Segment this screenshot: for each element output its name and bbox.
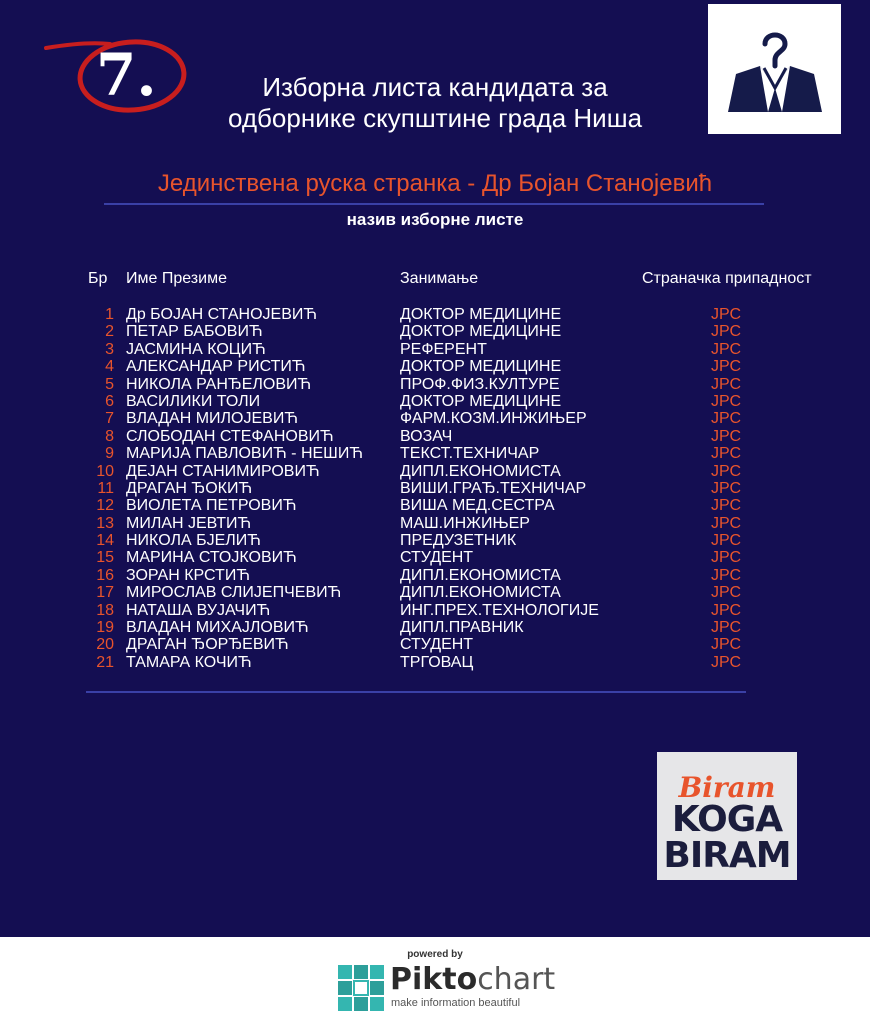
title-line-2: одборнике скупштине града Ниша [227, 103, 643, 133]
table-row [0, 567, 870, 584]
table-row [0, 393, 870, 410]
candidate-affiliation: ЈРС [711, 445, 742, 463]
candidate-affiliation: ЈРС [711, 392, 742, 410]
candidate-occupation: МАШ.ИНЖИЊЕР [400, 514, 530, 532]
table-row [0, 341, 870, 358]
row-number: 14 [96, 532, 114, 550]
candidate-name: СЛОБОДАН СТЕФАНОВИЋ [126, 427, 334, 445]
candidate-occupation: ИНГ.ПРЕХ.ТЕХНОЛОГИЈЕ [400, 601, 599, 619]
candidate-name: МИРОСЛАВ СЛИЈЕПЧЕВИЋ [126, 584, 342, 602]
table-row [0, 549, 870, 566]
brand-bold: Pikto [390, 962, 478, 997]
brand-light: chart [477, 962, 556, 997]
table-row [0, 428, 870, 445]
row-number: 5 [105, 375, 114, 393]
table-row [0, 480, 870, 497]
table-row [0, 497, 870, 514]
row-number: 13 [96, 514, 114, 532]
hanger-question-jacket-icon [708, 4, 841, 134]
logo-line-2: KOGA [671, 799, 783, 840]
piktochart-wordmark[interactable] [390, 963, 555, 997]
row-number: 19 [96, 619, 114, 637]
candidate-occupation: СТУДЕНТ [400, 636, 474, 654]
footer [0, 937, 870, 1024]
table-row [0, 654, 870, 671]
candidate-occupation: ПРОФ.ФИЗ.КУЛТУРЕ [400, 375, 560, 393]
candidate-affiliation: ЈРС [711, 532, 742, 550]
candidate-affiliation: ЈРС [711, 514, 742, 532]
candidate-occupation: ДОКТОР МЕДИЦИНЕ [400, 323, 562, 341]
table-row [0, 410, 870, 427]
header-occupation: Занимање [400, 270, 479, 287]
candidate-name: МИЛАН ЈЕВТИЋ [126, 514, 252, 532]
table-row [0, 636, 870, 653]
candidate-name: ВИОЛЕТА ПЕТРОВИЋ [126, 497, 297, 515]
candidate-occupation: ФАРМ.КОЗМ.ИНЖИЊЕР [400, 410, 587, 428]
candidate-name: ВЛАДАН МИЛОЈЕВИЋ [126, 410, 298, 428]
candidate-affiliation: ЈРС [711, 619, 742, 637]
logo-line-3: BIRAM [663, 835, 791, 876]
candidate-name: ТАМАРА КОЧИЋ [126, 653, 252, 671]
candidate-occupation: ДИПЛ.ЕКОНОМИСТА [400, 566, 561, 584]
candidate-affiliation: ЈРС [711, 601, 742, 619]
candidate-name: ВЛАДАН МИХАЈЛОВИЋ [126, 619, 309, 637]
table-row [0, 584, 870, 601]
candidate-affiliation: ЈРС [711, 584, 742, 602]
header-name: Име Презиме [126, 270, 227, 287]
candidate-occupation: ДОКТОР МЕДИЦИНЕ [400, 358, 562, 376]
candidate-occupation: ВИША МЕД.СЕСТРА [400, 497, 555, 515]
candidate-occupation: ПРЕДУЗЕТНИК [400, 532, 517, 550]
candidate-occupation: ТРГОВАЦ [400, 653, 474, 671]
powered-by: powered by [407, 949, 463, 960]
divider-bottom [86, 691, 746, 693]
table-row [0, 323, 870, 340]
row-number: 6 [105, 392, 114, 410]
title-line-1: Изборна листа кандидата за [262, 72, 608, 102]
candidate-name: АЛЕКСАНДАР РИСТИЋ [126, 358, 306, 376]
page-title [170, 72, 700, 134]
candidate-name: ПЕТАР БАБОВИЋ [126, 323, 263, 341]
candidate-name: ЗОРАН КРСТИЋ [126, 566, 250, 584]
row-number: 11 [97, 479, 114, 497]
candidate-list [0, 306, 870, 671]
candidate-occupation: ВИШИ.ГРАЂ.ТЕХНИЧАР [400, 479, 587, 497]
candidate-affiliation: ЈРС [711, 497, 742, 515]
candidate-affiliation: ЈРС [711, 566, 742, 584]
table-row [0, 376, 870, 393]
row-number: 16 [96, 566, 114, 584]
candidate-affiliation: ЈРС [711, 462, 742, 480]
candidate-affiliation: ЈРС [711, 323, 742, 341]
list-caption: назив изборне листе [346, 210, 524, 229]
table-row [0, 532, 870, 549]
row-number: 21 [96, 653, 114, 671]
header-number: Бр [88, 270, 108, 287]
biram-koga-biram-logo [657, 752, 797, 880]
candidate-name: ДРАГАН ЂОРЂЕВИЋ [126, 636, 289, 654]
candidate-name: МАРИНА СТОЈКОВИЋ [126, 549, 297, 567]
table-row [0, 463, 870, 480]
candidate-name: НИКОЛА БЈЕЛИЋ [126, 532, 261, 550]
party-name: Јединствена руска странка - Др Бојан Станојевић [157, 170, 713, 197]
candidate-affiliation: ЈРС [711, 636, 742, 654]
candidate-affiliation: ЈРС [711, 340, 742, 358]
row-number: 1 [105, 306, 114, 323]
candidate-affiliation: ЈРС [711, 306, 742, 323]
candidate-occupation: ТЕКСТ.ТЕХНИЧАР [400, 445, 540, 463]
candidate-occupation: ВОЗАЧ [400, 427, 453, 445]
candidate-affiliation: ЈРС [711, 653, 742, 671]
candidate-name: ВАСИЛИКИ ТОЛИ [126, 392, 261, 410]
logo-line-1: Biram [678, 771, 776, 804]
candidate-occupation: ДИПЛ.ПРАВНИК [400, 619, 524, 637]
row-number: 18 [96, 601, 114, 619]
candidate-name: МАРИЈА ПАВЛОВИЋ - НЕШИЋ [126, 445, 364, 463]
candidate-name: Др БОЈАН СТАНОЈЕВИЋ [126, 306, 318, 323]
row-number: 4 [105, 358, 114, 376]
candidate-affiliation: ЈРС [711, 375, 742, 393]
row-number: 12 [96, 497, 114, 515]
candidate-occupation: ДИПЛ.ЕКОНОМИСТА [400, 584, 561, 602]
table-row [0, 306, 870, 323]
table-row [0, 358, 870, 375]
list-number: 7. [96, 41, 157, 109]
piktochart-logo-icon[interactable] [338, 965, 384, 1011]
row-number: 8 [105, 427, 114, 445]
candidate-occupation: ДОКТОР МЕДИЦИНЕ [400, 392, 562, 410]
row-number: 17 [96, 584, 114, 602]
candidate-name: ДРАГАН ЂОКИЋ [126, 479, 253, 497]
candidate-affiliation: ЈРС [711, 549, 742, 567]
question-hanger-logo [708, 4, 841, 134]
row-number: 2 [105, 323, 114, 341]
piktochart-tagline: make information beautiful [391, 997, 521, 1009]
candidate-affiliation: ЈРС [711, 358, 742, 376]
candidate-occupation: ДИПЛ.ЕКОНОМИСТА [400, 462, 561, 480]
header-affiliation: Страначка припадност [642, 270, 812, 287]
row-number: 20 [96, 636, 114, 654]
divider-top [104, 203, 764, 205]
candidate-name: НАТАША ВУЈАЧИЋ [126, 601, 271, 619]
table-row [0, 602, 870, 619]
candidate-affiliation: ЈРС [711, 479, 742, 497]
candidate-occupation: ДОКТОР МЕДИЦИНЕ [400, 306, 562, 323]
table-row [0, 515, 870, 532]
candidate-name: ДЕЈАН СТАНИМИРОВИЋ [126, 462, 320, 480]
candidate-occupation: СТУДЕНТ [400, 549, 474, 567]
row-number: 10 [96, 462, 114, 480]
table-row [0, 445, 870, 462]
candidate-name: НИКОЛА РАНЂЕЛОВИЋ [126, 375, 312, 393]
row-number: 9 [105, 445, 114, 463]
row-number: 3 [105, 340, 114, 358]
candidate-affiliation: ЈРС [711, 410, 742, 428]
candidate-occupation: РЕФЕРЕНТ [400, 340, 487, 358]
row-number: 15 [96, 549, 114, 567]
candidate-affiliation: ЈРС [711, 427, 742, 445]
table-row [0, 619, 870, 636]
candidate-name: ЈАСМИНА КОЦИЋ [126, 340, 266, 358]
row-number: 7 [105, 410, 114, 428]
